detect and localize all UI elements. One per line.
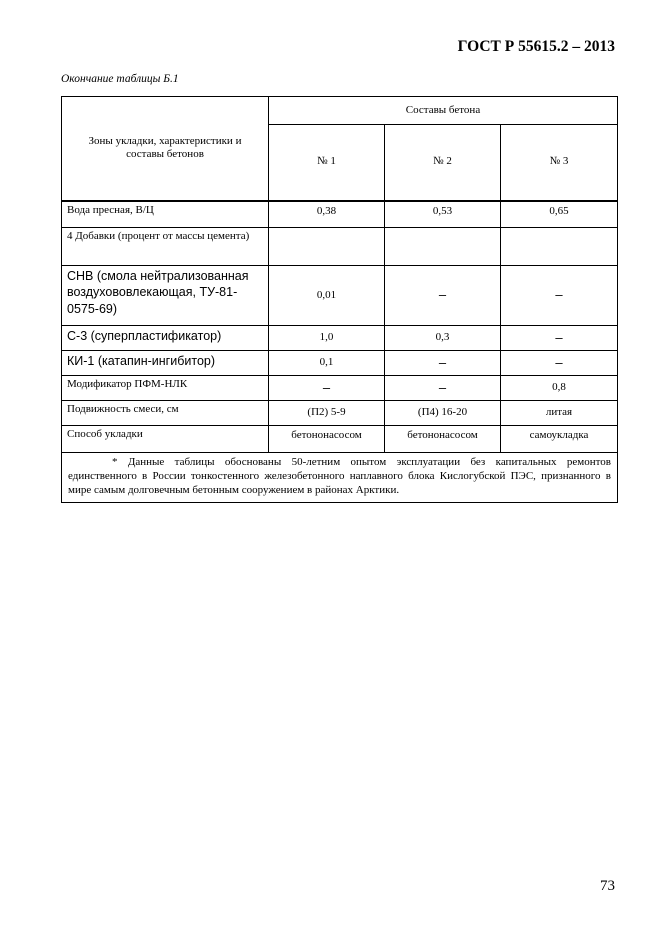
table-row [62,426,618,453]
row-label: Подвижность смеси, см [62,401,269,426]
row-label: Модификатор ПФМ-НЛК [62,376,269,401]
table-row [62,228,618,266]
column-header-1: № 1 [269,125,385,201]
cell-value: 0,65 [501,201,618,228]
table-row [62,376,618,401]
row-label: 4 Добавки (процент от массы цемента) [62,228,269,266]
table-row [62,326,618,351]
cell-value: – [501,266,618,326]
row-header: Зоны укладки, характеристики и составы бетонов [88,134,242,161]
standard-id: ГОСТ Р 55615.2 – 2013 [457,38,615,55]
row-header-cell [62,97,269,201]
column-header-2: № 2 [385,125,501,201]
footnote-row [62,453,618,503]
cell-value: – [385,266,501,326]
table-caption: Окончание таблицы Б.1 [61,73,179,85]
cell-value: (П4) 16-20 [385,401,501,426]
cell-value [501,228,618,266]
group-header: Составы бетона [269,97,618,125]
cell-value: литая [501,401,618,426]
cell-value: – [501,351,618,376]
row-label: С-3 (суперпластификатор) [62,326,269,351]
cell-value: 0,01 [269,266,385,326]
cell-value: 0,53 [385,201,501,228]
cell-value [269,228,385,266]
table-row [62,266,618,326]
row-label: Способ укладки [62,426,269,453]
concrete-compositions-table [61,96,618,503]
row-label: СНВ (смола нейтрализованная воздухововлекающая, ТУ-81-0575-69) [62,266,269,326]
cell-value [385,228,501,266]
cell-value: бетононасосом [269,426,385,453]
cell-value: 0,3 [385,326,501,351]
table-row [62,401,618,426]
cell-value: 0,8 [501,376,618,401]
row-label: Вода пресная, В/Ц [62,201,269,228]
cell-value: 1,0 [269,326,385,351]
cell-value: – [269,376,385,401]
cell-value: 0,38 [269,201,385,228]
cell-value: – [385,351,501,376]
cell-value: – [385,376,501,401]
row-label: КИ-1 (катапин-ингибитор) [62,351,269,376]
table-row [62,351,618,376]
cell-value: – [501,326,618,351]
cell-value: 0,1 [269,351,385,376]
cell-value: бетононасосом [385,426,501,453]
table-row [62,201,618,228]
table-footnote: * Данные таблицы обоснованы 50-летним опытом эксплуатации без капитальных ремонтов единственного в России тонкостенного железобетонного наплавного блока Кислогубской ПЭС, признанного в мире самым долговечным бетонным сооружением в районах Арктики. [62,453,618,503]
column-header-3: № 3 [501,125,618,201]
cell-value: самоукладка [501,426,618,453]
page-number: 73 [600,878,615,894]
cell-value: (П2) 5-9 [269,401,385,426]
